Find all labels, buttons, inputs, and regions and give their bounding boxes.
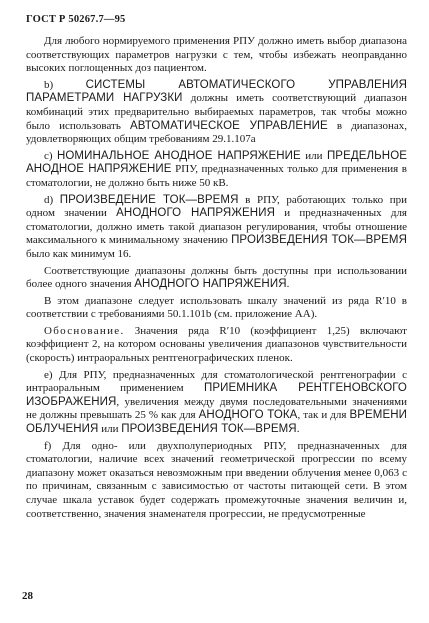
text-run: РПУ, предназначенных только для применения в стоматологии, не должно быть ниже 50 кВ. [26,163,407,189]
text-run: В этом диапазоне следует использовать шкалу значений из ряда R′10 в соответствии с требованиями 50.1.101b (см. приложение АА). [26,294,407,321]
document-body [26,35,407,521]
text-run: . [286,278,290,291]
text-run: АНОДНОГО НАПРЯЖЕНИЯ [134,278,287,291]
text-run: Значения ряда R′10 (коэффициент 1,25) включают коэффициент 2, на котором основаны увеличения диапазонов чувствительности (скорость) интраоральных рентгенографических пленок. [26,324,407,365]
text-run: f) Для одно- или двухполупериодных РПУ, предназначенных для стоматологии, наличие всех значений геометрической прогрессии по всему диапазону может оказаться невозможным при введении облучения менее 0,063 с по причинам, связанным с зависимостью от частоты питающей сети. В этом случае шкала уставок будет содержать промежуточные значения величин и, соответственно, значения знаменателя прогрессии, не предусмотренные [26,439,407,520]
text-run: . [296,423,300,436]
paragraph-item-b [26,79,407,147]
text-run: в РПУ, работающих только при одном значении [26,193,407,220]
text-run: Для любого нормируемого применения РПУ должно иметь выбор диапазона соответствующих параметров нагрузки с тем, чтобы избежать неоправданно высоких поглощенных доз пациентом. [26,35,407,75]
text-run: Соответствующие диапазоны должны быть доступны при использовании более одного значения [26,264,407,291]
text-run: СИСТЕМЫ АВТОМАТИЧЕСКОГО УПРАВЛЕНИЯ ПАРАМЕТРАМИ НАГРУЗКИ [26,78,407,105]
text-run: , так и для [297,409,350,422]
text-run: АНОДНОГО НАПРЯЖЕНИЯ [116,207,275,220]
document-header: ГОСТ Р 50267.7—95 [26,14,126,25]
text-run: b) [44,78,86,91]
text-run: d) [44,193,60,206]
paragraph-ranges [26,265,407,292]
text-run: было как минимум 16. [26,247,132,260]
text-run: ПРОИЗВЕДЕНИЯ ТОК—ВРЕМЯ [231,234,407,247]
text-run: НОМИНАЛЬНОЕ АНОДНОЕ НАПРЯЖЕНИЕ [56,149,301,162]
text-run: АВТОМАТИЧЕСКОЕ УПРАВЛЕНИЕ [130,119,328,132]
text-run: ПРИЕМНИКА РЕНТГЕНОВСКОГО ИЗОБРАЖЕНИЯ [26,382,407,408]
text-run: , увеличения между двумя последовательными значениями не должны превышать 25 % как для [26,395,407,422]
text-run: Обоснование. [44,324,125,337]
paragraph-item-e [26,369,407,437]
paragraph-intro [26,35,407,76]
paragraph-scale [26,295,407,322]
text-run: АНОДНОГО ТОКА [198,409,298,422]
text-run: ПРОИЗВЕДЕНИЕ ТОК—ВРЕМЯ [59,193,239,206]
text-run: ПРОИЗВЕДЕНИЯ ТОК—ВРЕМЯ [121,423,297,436]
text-run: в диапазонах, удовлетворяющих общим требованиям 29.1.107а [26,119,407,146]
text-run: или [300,149,327,162]
text-run: c) [44,149,57,162]
text-run: ВРЕМЕНИ ОБЛУЧЕНИЯ [26,409,407,436]
paragraph-item-c [26,150,407,191]
paragraph-rationale [26,325,407,366]
text-run: и предназначенных для стоматологии, должно иметь такой диапазон регулирования, чтобы отношение максимального к минимальному значению [26,207,407,247]
text-run: должны иметь соответствующий диапазон комбинаций этих предварительно выбираемых параметров, так чтобы можно было использовать [26,92,407,132]
text-run: или [98,423,122,436]
text-run: ПРЕДЕЛЬНОЕ АНОДНОЕ НАПРЯЖЕНИЕ [26,149,408,176]
paragraph-item-d [26,194,407,262]
text-run: e) Для РПУ, предназначенных для стоматологической рентгенографии с интраоральным применением [26,368,407,395]
page-number: 28 [22,590,33,602]
paragraph-item-f [26,440,407,522]
